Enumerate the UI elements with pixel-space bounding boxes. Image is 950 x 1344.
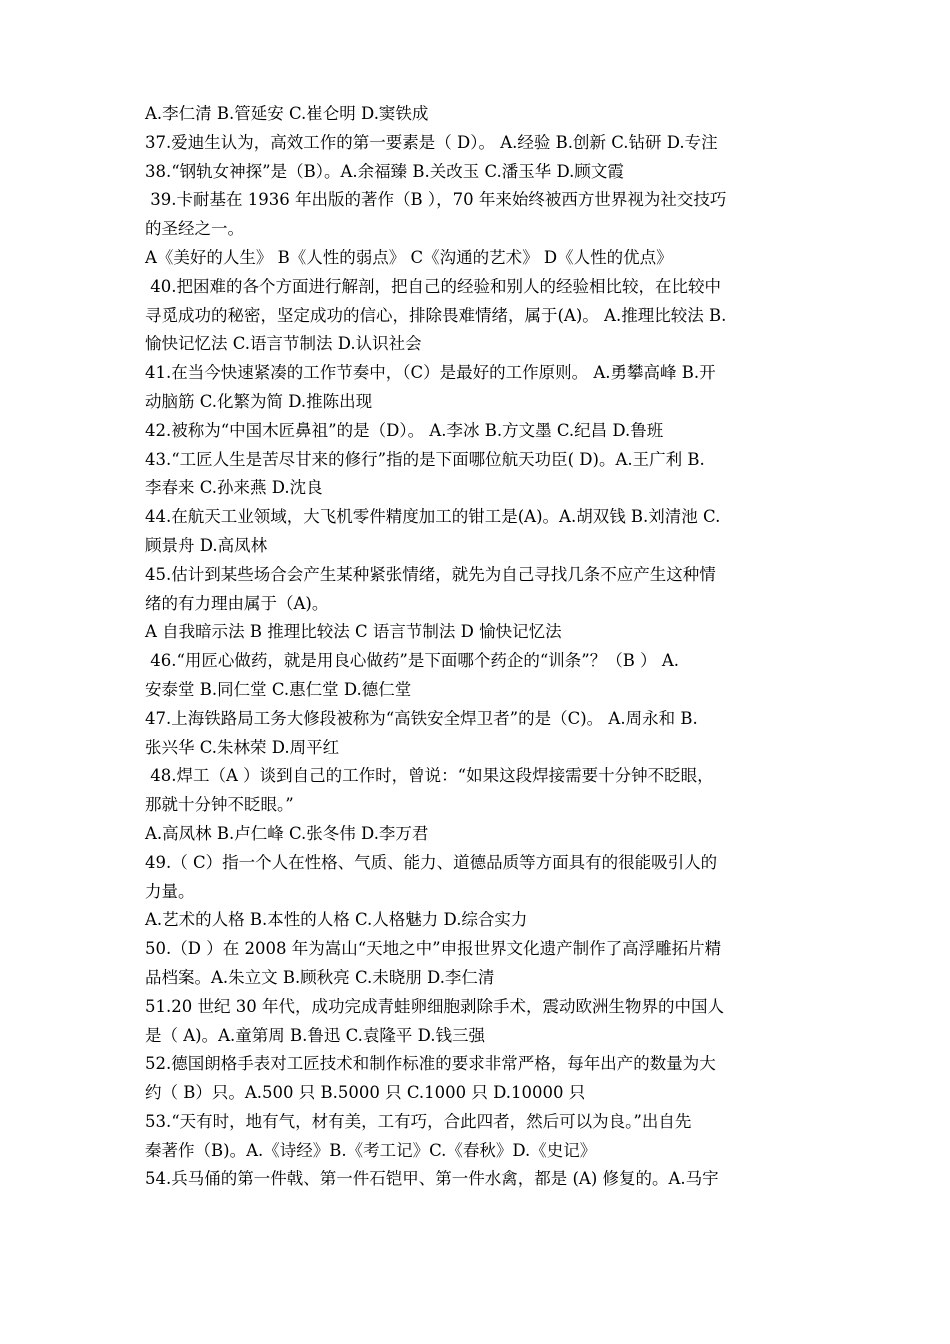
text-line: 约（ B）只。A.500 只 B.5000 只 C.1000 只 D.10000 只 (145, 1083, 586, 1103)
text-line: A《美好的人生》 B《人性的弱点》 C《沟通的艺术》 D《人性的优点》 (145, 247, 673, 267)
text-line: 张兴华 C.朱林荣 D.周平红 (145, 737, 340, 757)
text-line: 顾景舟 D.高凤林 (145, 535, 268, 555)
text-line: 秦著作（B)。A.《诗经》B.《考工记》C.《春秋》D.《史记》 (145, 1140, 597, 1160)
text-line: 41.在当今快速紧凑的工作节奏中，（C）是最好的工作原则。 A.勇攀高峰 B.开 (145, 363, 716, 383)
text-line: 54.兵马俑的第一件戟、第一件石铠甲、第一件水禽，都是 (A) 修复的。A.马宇 (145, 1169, 719, 1189)
text-line: 39.卡耐基在 1936 年出版的著作（B ），70 年来始终被西方世界视为社交技巧 (145, 190, 727, 210)
text-line: 动脑筋 C.化繁为简 D.推陈出现 (145, 391, 373, 411)
text-line: 的圣经之一。 (145, 219, 244, 239)
document-page (145, 100, 825, 1194)
text-line: 力量。 (145, 881, 195, 901)
text-line: 40.把困难的各个方面进行解剖，把自己的经验和别人的经验相比较，在比较中 (145, 276, 721, 296)
text-line: 绪的有力理由属于（A)。 (145, 593, 329, 613)
text-line: 安泰堂 B.同仁堂 C.惠仁堂 D.德仁堂 (145, 679, 412, 699)
text-line: 43.“工匠人生是苦尽甘来的修行”指的是下面哪位航天功臣( D)。A.王广利 B. (145, 449, 705, 469)
text-line: 是（ A)。A.童第周 B.鲁迅 C.袁隆平 D.钱三强 (145, 1025, 486, 1045)
text-line: 49.（ C）指一个人在性格、气质、能力、道德品质等方面具有的很能吸引人的 (145, 852, 718, 872)
text-line: A.李仁清 B.管延安 C.崔仑明 D.窦铁成 (145, 104, 429, 123)
text-line: 46.“用匠心做药，就是用良心做药”是下面哪个药企的“训条”？（B ） A. (145, 651, 680, 671)
text-line: 52.德国朗格手表对工匠技术和制作标准的要求非常严格，每年出产的数量为大 (145, 1054, 716, 1074)
text-line: A.艺术的人格 B.本性的人格 C.人格魅力 D.综合实力 (145, 910, 528, 930)
text-line: 愉快记忆法 C.语言节制法 D.认识社会 (145, 334, 422, 354)
text-line: 53.“天有时，地有气，材有美，工有巧，合此四者，然后可以为良。”出自先 (145, 1111, 692, 1131)
text-line: 44.在航天工业领域，大飞机零件精度加工的钳工是(A)。A.胡双钱 B.刘清池 C. (145, 507, 721, 527)
text-line: 品档案。A.朱立文 B.顾秋亮 C.未晓朋 D.李仁清 (145, 967, 495, 987)
text-line: A 自我暗示法 B 推理比较法 C 语言节制法 D 愉快记忆法 (145, 622, 562, 642)
text-line: 45.估计到某些场合会产生某种紧张情绪，就先为自己寻找几条不应产生这种情 (145, 564, 716, 584)
text-line: 那就十分钟不眨眼。” (145, 795, 294, 815)
text-line: 48.焊工（A ）谈到自己的工作时，曾说：“如果这段焊接需要十分钟不眨眼， (145, 766, 714, 786)
text-line: 38.“钢轨女神探”是（B）。A.余福臻 B.关改玉 C.潘玉华 D.顾文霞 (145, 161, 624, 181)
text-line: 50.（D ）在 2008 年为嵩山“天地之中”申报世界文化遗产制作了高浮雕拓片精 (145, 939, 722, 959)
text-line: 47.上海铁路局工务大修段被称为“高铁安全焊卫者”的是（C)。 A.周永和 B. (145, 708, 698, 728)
text-line: A.高凤林 B.卢仁峰 C.张冬伟 D.李万君 (145, 823, 429, 843)
text-line: 42.被称为“中国木匠鼻祖”的是（D）。 A.李冰 B.方文墨 C.纪昌 D.鲁班 (145, 420, 664, 440)
text-line: 李春来 C.孙来燕 D.沈良 (145, 478, 323, 498)
text-line: 37.爱迪生认为，高效工作的第一要素是（ D）。 A.经验 B.创新 C.钻研 D.专注 (145, 132, 718, 152)
text-line: 51.20 世纪 30 年代，成功完成青蛙卵细胞剥除手术，震动欧洲生物界的中国人 (145, 996, 724, 1016)
text-line: 寻觅成功的秘密，坚定成功的信心，排除畏难情绪，属于(A)。 A.推理比较法 B. (145, 305, 727, 325)
